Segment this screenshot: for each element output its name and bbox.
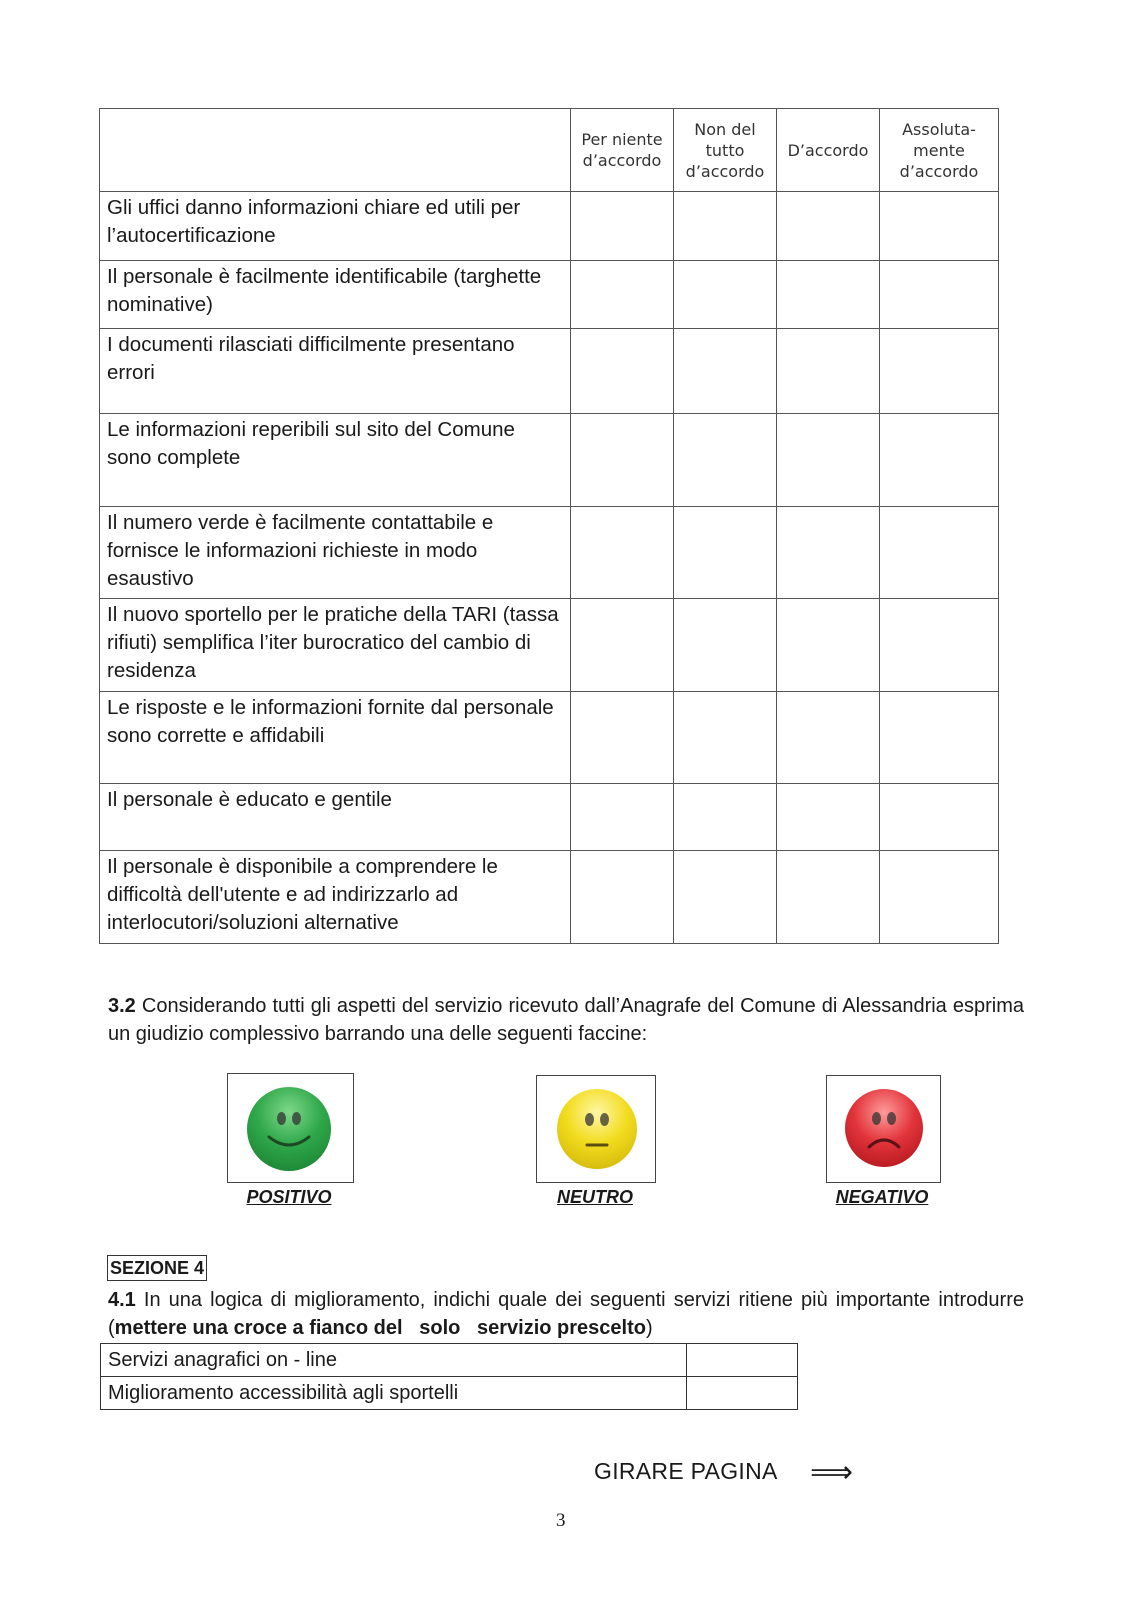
right-double-arrow-icon: ⟹ <box>810 1456 854 1489</box>
question-number: 4.1 <box>108 1289 136 1311</box>
answer-checkbox[interactable] <box>777 192 880 260</box>
negative-label: NEGATIVO <box>835 1187 929 1207</box>
rating-table <box>99 108 999 944</box>
service-label: Servizi anagrafici on - line <box>101 1344 687 1377</box>
question-3-2-text <box>108 992 1024 1048</box>
question-number: 3.2 <box>108 995 136 1017</box>
answer-checkbox[interactable] <box>674 851 777 944</box>
answer-checkbox[interactable] <box>571 599 674 692</box>
table-row <box>100 599 999 692</box>
question-cell: Il numero verde è facilmente contattabile e fornisce le informazioni richieste in modo esaustivo <box>100 506 571 599</box>
answer-checkbox[interactable] <box>880 599 999 692</box>
negative-face-option[interactable] <box>826 1075 941 1183</box>
answer-checkbox[interactable] <box>674 784 777 851</box>
answer-checkbox[interactable] <box>674 414 777 507</box>
question-cell: Gli uffici danno informazioni chiare ed utili per l’autocertificazione <box>100 192 571 260</box>
header-d-accordo: D’accordo <box>777 109 880 192</box>
question-4-1-text: 4.1 In una logica di miglioramento, indichi quale dei seguenti servizi ritiene più importante introdurre (mettere una croce a fianco del solo servizio prescelto) <box>108 1289 1024 1339</box>
table-row <box>100 506 999 599</box>
table-row <box>101 1344 798 1377</box>
positive-face-option[interactable] <box>227 1073 354 1183</box>
turn-page-text: GIRARE PAGINA <box>594 1458 778 1484</box>
question-cell: Il nuovo sportello per le pratiche della TARI (tassa rifiuti) semplifica l’iter burocratico del cambio di residenza <box>100 599 571 692</box>
question-cell: I documenti rilasciati difficilmente presentano errori <box>100 328 571 413</box>
answer-checkbox[interactable] <box>880 691 999 784</box>
smiling-face-icon <box>247 1087 331 1171</box>
answer-checkbox[interactable] <box>674 260 777 328</box>
answer-checkbox[interactable] <box>777 414 880 507</box>
answer-checkbox[interactable] <box>777 328 880 413</box>
answer-checkbox[interactable] <box>777 599 880 692</box>
table-row <box>101 1377 798 1410</box>
service-checkbox[interactable] <box>687 1377 798 1410</box>
answer-checkbox[interactable] <box>571 328 674 413</box>
question-cell: Il personale è educato e gentile <box>100 784 571 851</box>
answer-checkbox[interactable] <box>674 192 777 260</box>
frowning-face-icon <box>845 1089 923 1167</box>
answer-checkbox[interactable] <box>880 414 999 507</box>
header-assolutamente: Assoluta- mente d’accordo <box>880 109 999 192</box>
service-checkbox[interactable] <box>687 1344 798 1377</box>
answer-checkbox[interactable] <box>674 599 777 692</box>
answer-checkbox[interactable] <box>880 192 999 260</box>
answer-checkbox[interactable] <box>571 851 674 944</box>
answer-checkbox[interactable] <box>674 328 777 413</box>
table-row <box>100 851 999 944</box>
question-cell: Le informazioni reperibili sul sito del Comune sono complete <box>100 414 571 507</box>
question-text: Considerando tutti gli aspetti del servizio ricevuto dall’Anagrafe del Comune di Alessandria esprima un giudizio complessivo barrando una delle seguenti faccine: <box>108 995 1025 1045</box>
positive-label: POSITIVO <box>246 1187 332 1207</box>
question-cell: Le risposte e le informazioni fornite dal personale sono corrette e affidabili <box>100 691 571 784</box>
table-row <box>100 260 999 328</box>
question-cell: Il personale è disponibile a comprendere le difficoltà dell'utente e ad indirizzarlo ad interlocutori/soluzioni alternative <box>100 851 571 944</box>
answer-checkbox[interactable] <box>880 506 999 599</box>
answer-checkbox[interactable] <box>777 506 880 599</box>
section-4-title: SEZIONE 4 <box>107 1255 207 1281</box>
answer-checkbox[interactable] <box>571 784 674 851</box>
service-label: Miglioramento accessibilità agli sportelli <box>101 1377 687 1410</box>
page-number: 3 <box>556 1510 566 1531</box>
answer-checkbox[interactable] <box>674 506 777 599</box>
answer-checkbox[interactable] <box>777 260 880 328</box>
table-row <box>100 691 999 784</box>
neutral-face-icon <box>557 1089 637 1169</box>
rating-header-row <box>100 109 999 192</box>
table-row <box>100 192 999 260</box>
answer-checkbox[interactable] <box>777 691 880 784</box>
answer-checkbox[interactable] <box>777 851 880 944</box>
answer-checkbox[interactable] <box>880 784 999 851</box>
answer-checkbox[interactable] <box>880 260 999 328</box>
answer-checkbox[interactable] <box>880 851 999 944</box>
question-cell: Il personale è facilmente identificabile (targhette nominative) <box>100 260 571 328</box>
answer-checkbox[interactable] <box>571 691 674 784</box>
answer-checkbox[interactable] <box>571 506 674 599</box>
header-non-del-tutto: Non del tutto d’accordo <box>674 109 777 192</box>
answer-checkbox[interactable] <box>777 784 880 851</box>
answer-checkbox[interactable] <box>571 260 674 328</box>
header-corner-cell <box>100 109 571 192</box>
neutral-face-option[interactable] <box>536 1075 656 1183</box>
table-row <box>100 328 999 413</box>
table-row <box>100 784 999 851</box>
table-row <box>100 414 999 507</box>
neutral-label: NEUTRO <box>557 1187 633 1207</box>
answer-checkbox[interactable] <box>571 192 674 260</box>
answer-checkbox[interactable] <box>880 328 999 413</box>
services-table <box>100 1343 798 1410</box>
header-per-niente: Per niente d’accordo <box>571 109 674 192</box>
answer-checkbox[interactable] <box>571 414 674 507</box>
answer-checkbox[interactable] <box>674 691 777 784</box>
